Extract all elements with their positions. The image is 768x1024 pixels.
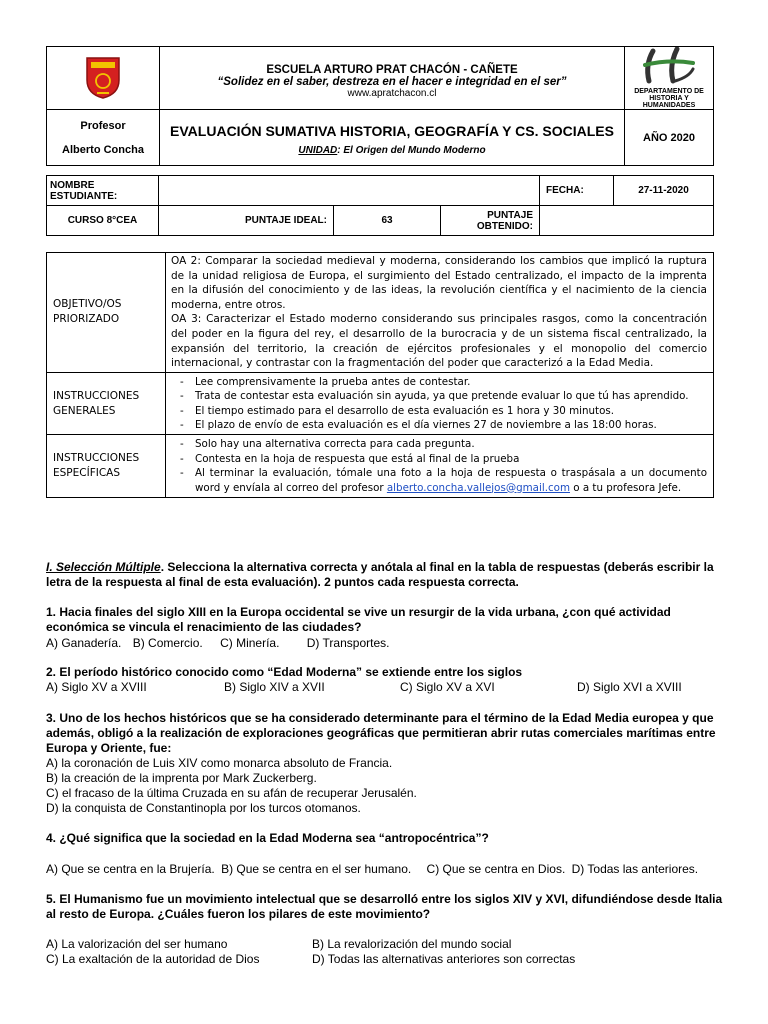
department-logo [639, 47, 699, 85]
question-1-option-b[interactable]: B) Comercio. [132, 636, 203, 650]
teacher-email-link[interactable]: alberto.concha.vallejos@gmail.com [386, 481, 570, 494]
department-line-2: HISTORIA Y [649, 95, 689, 102]
school-info-cell [160, 47, 625, 110]
unit-label: UNIDAD [298, 145, 338, 156]
evaluation-title-cell [160, 110, 625, 166]
question-4-option-b[interactable]: B) Que se centra en el ser humano. [221, 862, 412, 876]
school-website: www.apratchacon.cl [347, 87, 437, 99]
evaluation-title: EVALUACIÓN SUMATIVA HISTORIA, GEOGRAFÍA Y CS. SOCIALES [170, 123, 614, 139]
question-5: 5. El Humanismo fue un movimiento intelectual que se desarrolló entre los siglos XIV y XVI, difundiéndose desde Italia al resto de Europa. ¿Cuáles fueron los pilares de este movimiento? [46, 892, 723, 921]
question-4-option-c[interactable]: C) Que se centra en Dios. [426, 862, 566, 876]
course-label: CURSO 8°CEA [47, 206, 159, 236]
department-logo-cell [625, 47, 714, 110]
question-3: 3. Uno de los hechos históricos que se ha considerado determinante para el término de la Edad Media europea y que además, obligó a la realización de exploraciones geográficas que permitieran abrir rutas comerciales marítimas entre Europa y Oriente, fue: [46, 711, 716, 755]
question-1: 1. Hacia finales del siglo XIII en la Europa occidental se vive un resurgir de la vida urbana, ¿con qué actividad económica se vincula el renacimiento de las ciudades? [46, 605, 671, 634]
specific-instruction-item [180, 466, 707, 495]
question-2-option-d[interactable]: D) Siglo XVI a XVIII [577, 680, 682, 694]
date-value: 27-11-2020 [614, 176, 714, 206]
teacher-name: Alberto Concha [62, 143, 144, 156]
question-4-options [46, 862, 726, 877]
section-instruction-text: . Selecciona la alternativa correcta y anótala al final en la tabla de respuestas (deberás escribir la letra de la respuesta al final de esta evaluación). 2 puntos cada respuesta correcta. [46, 560, 714, 589]
question-2-options [46, 680, 726, 695]
general-instruction-item: - El plazo de envío de esta evaluación es el día viernes 27 de noviembre a las 18:00 horas. [180, 418, 707, 432]
question-1-options [46, 636, 726, 651]
question-5-options [46, 937, 726, 967]
general-instruction-item: - Trata de contestar esta evaluación sin ayuda, ya que pretende evaluar lo que tú has aprendido. [180, 389, 707, 403]
department-line-3: HUMANIDADES [642, 102, 696, 109]
student-name-label: NOMBRE ESTUDIANTE: [47, 176, 159, 206]
general-instruction-item: - El tiempo estimado para el desarrollo de esta evaluación es 1 hora y 30 minutos. [180, 404, 707, 418]
question-3-option-d[interactable]: D) la conquista de Constantinopla por los turcos otomanos. [46, 801, 361, 815]
question-3-option-c[interactable]: C) el fracaso de la última Cruzada en su afán de recuperar Jerusalén. [46, 786, 417, 800]
date-label: FECHA: [540, 176, 614, 206]
unit-name [160, 145, 624, 156]
school-name: ESCUELA ARTURO PRAT CHACÓN - CAÑETE [266, 63, 518, 76]
general-instructions-label: INSTRUCCIONES GENERALES [47, 372, 166, 435]
question-1-option-a[interactable]: A) Ganadería. [46, 636, 122, 650]
question-3-option-a[interactable]: A) la coronación de Luis XIV como monarca absoluto de Francia. [46, 756, 393, 770]
objectives-text [166, 253, 714, 373]
submission-text-after: o a tu profesora Jefe. [569, 481, 682, 494]
school-logo [83, 54, 123, 100]
teacher-label: Profesor [80, 119, 126, 132]
specific-instructions-list [166, 437, 713, 495]
question-2-option-c[interactable]: C) Siglo XV a XVI [400, 680, 495, 694]
question-2-option-b[interactable]: B) Siglo XIV a XVII [224, 680, 325, 694]
question-5-option-d[interactable]: D) Todas las alternativas anteriores son correctas [312, 952, 576, 966]
question-5-option-b[interactable]: B) La revalorización del mundo social [312, 937, 512, 951]
question-4: 4. ¿Qué significa que la sociedad en la Edad Moderna sea “antropocéntrica”? [46, 831, 489, 845]
section-instructions [46, 560, 726, 590]
specific-instructions-label: INSTRUCCIONES ESPECÍFICAS [47, 435, 166, 498]
specific-instruction-item: - Solo hay una alternativa correcta para cada pregunta. [180, 437, 707, 451]
student-info-table [46, 175, 714, 236]
question-1-option-d[interactable]: D) Transportes. [306, 636, 390, 650]
general-instruction-item: - Lee comprensivamente la prueba antes de contestar. [180, 375, 707, 389]
objectives-label: OBJETIVO/OS PRIORIZADO [47, 253, 166, 373]
specific-instruction-item: - Contesta en la hoja de respuesta que está al final de la prueba [180, 452, 707, 466]
general-instructions-cell [166, 372, 714, 435]
question-1-option-c[interactable]: C) Minería. [220, 636, 280, 650]
header-table [46, 46, 714, 166]
objective-oa2: OA 2: Comparar la sociedad medieval y moderna, considerando los cambios que implicó la ruptura de la unidad religiosa de Europa, el surgimiento del Estado centralizado, el impacto de la imprenta en la difusión del conocimiento y de las ideas, la revolución científica y el nacimiento de la ciencia moderna, entre otros. [171, 255, 707, 311]
question-4-option-d[interactable]: D) Todas las anteriores. [571, 862, 699, 876]
ideal-score-value: 63 [334, 206, 441, 236]
department-line-1: DEPARTAMENTO DE [634, 88, 704, 95]
question-3-options [46, 756, 726, 816]
submission-text-before: Al terminar la evaluación, tómale una foto a la hoja de respuesta o traspásala a un documento word y envíala al correo del profesor [195, 467, 707, 494]
question-5-option-a[interactable]: A) La valorización del ser humano [46, 937, 228, 951]
year: AÑO 2020 [625, 110, 714, 166]
ideal-score-label: PUNTAJE IDEAL: [159, 206, 334, 236]
objectives-table [46, 252, 714, 498]
question-4-option-a[interactable]: A) Que se centra en la Brujería. [46, 862, 215, 876]
section-title: I. Selección Múltiple [46, 560, 161, 574]
question-2-option-a[interactable]: A) Siglo XV a XVIII [46, 680, 147, 694]
objective-oa3: OA 3: Caracterizar el Estado moderno considerando sus principales rasgos, como la concentración del poder en la figura del rey, el desarrollo de la burocracia y de un sistema fiscal centralizado, la expansión del territorio, la creación de ejércitos profesionales y el monopolio del comercio internacional, y contrastar con la fragmentación del poder que caracterizó a la Edad Media. [171, 313, 707, 370]
student-name-field[interactable] [159, 176, 540, 206]
school-logo-cell [47, 47, 160, 110]
question-5-option-c[interactable]: C) La exaltación de la autoridad de Dios [46, 952, 260, 966]
unit-value: : El Origen del Mundo Moderno [337, 145, 486, 156]
obtained-score-field[interactable] [540, 206, 714, 236]
obtained-score-label: PUNTAJE OBTENIDO: [441, 206, 540, 236]
specific-instructions-cell [166, 435, 714, 498]
general-instructions-list [166, 375, 713, 433]
question-2: 2. El período histórico conocido como “Edad Moderna” se extiende entre los siglos [46, 665, 523, 679]
teacher-cell [47, 110, 160, 166]
question-3-option-b[interactable]: B) la creación de la imprenta por Mark Zuckerberg. [46, 771, 317, 785]
school-motto: “Solidez en el saber, destreza en el hacer e integridad en el ser” [217, 75, 567, 88]
